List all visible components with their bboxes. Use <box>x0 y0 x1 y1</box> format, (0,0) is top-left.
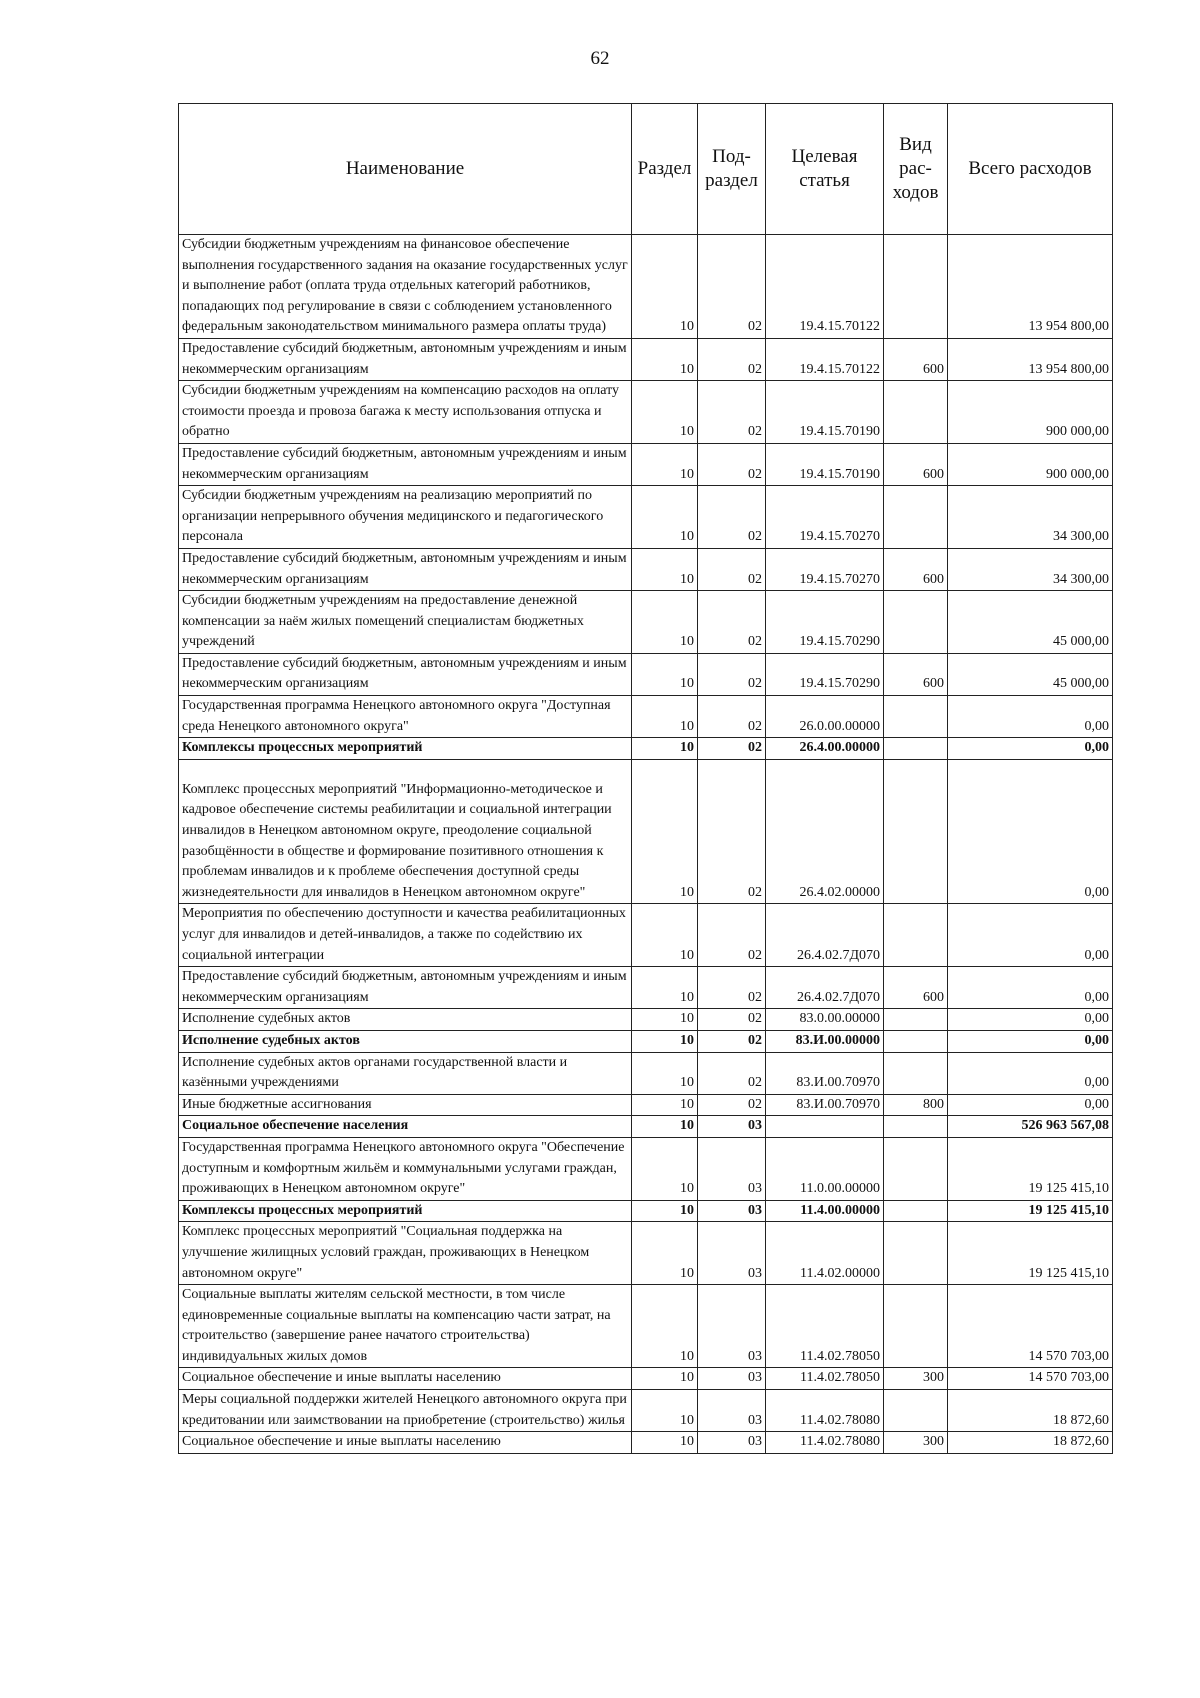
cell-section: 10 <box>632 443 698 485</box>
cell-subsection: 03 <box>698 1222 766 1285</box>
cell-name: Комплекс процессных мероприятий "Информационно-методическое и кадровое обеспечение системы реабилитации и социальной интеграции инвалидов в Ненецком автономном округе, преодоление социальной разобщённости в обществе и формирование позитивного отношения к проблемам инвалидов и к проблеме обеспечения доступной среды жизнедеятельности для инвалидов в Ненецком автономном округе" <box>179 759 632 904</box>
cell-target: 26.4.02.7Д070 <box>766 904 884 967</box>
table-row <box>179 1137 1113 1200</box>
cell-section: 10 <box>632 1094 698 1116</box>
table-row <box>179 548 1113 590</box>
cell-subsection: 02 <box>698 738 766 760</box>
cell-expense-type <box>884 381 948 444</box>
cell-target: 19.4.15.70290 <box>766 653 884 695</box>
cell-expense-type: 600 <box>884 338 948 380</box>
cell-target: 11.4.00.00000 <box>766 1200 884 1222</box>
cell-name: Исполнение судебных актов <box>179 1009 632 1031</box>
table-row <box>179 653 1113 695</box>
cell-total: 45 000,00 <box>948 591 1113 654</box>
cell-total: 0,00 <box>948 738 1113 760</box>
cell-section: 10 <box>632 591 698 654</box>
cell-target: 19.4.15.70190 <box>766 443 884 485</box>
cell-target: 19.4.15.70122 <box>766 235 884 339</box>
cell-subsection: 02 <box>698 338 766 380</box>
cell-name: Социальное обеспечение населения <box>179 1116 632 1138</box>
table-row <box>179 1368 1113 1390</box>
cell-name: Социальное обеспечение и иные выплаты населению <box>179 1368 632 1390</box>
cell-target: 26.0.00.00000 <box>766 696 884 738</box>
cell-name: Государственная программа Ненецкого автономного округа "Доступная среда Ненецкого автономного округа" <box>179 696 632 738</box>
cell-target <box>766 1116 884 1138</box>
table-body <box>179 235 1113 1454</box>
cell-section: 10 <box>632 967 698 1009</box>
cell-name: Государственная программа Ненецкого автономного округа "Обеспечение доступным и комфортным жильём и коммунальными услугами граждан, проживающих в Ненецком автономном округе" <box>179 1137 632 1200</box>
cell-section: 10 <box>632 338 698 380</box>
cell-name: Субсидии бюджетным учреждениям на компенсацию расходов на оплату стоимости проезда и провоза багажа к месту использования отпуска и обратно <box>179 381 632 444</box>
cell-subsection: 02 <box>698 904 766 967</box>
table-row <box>179 1052 1113 1094</box>
cell-section: 10 <box>632 1285 698 1368</box>
cell-expense-type <box>884 738 948 760</box>
cell-subsection: 03 <box>698 1137 766 1200</box>
cell-target: 11.4.02.78080 <box>766 1432 884 1454</box>
cell-subsection: 02 <box>698 486 766 549</box>
cell-expense-type <box>884 1009 948 1031</box>
header-section: Раздел <box>632 104 698 235</box>
cell-total: 900 000,00 <box>948 443 1113 485</box>
cell-subsection: 02 <box>698 443 766 485</box>
cell-section: 10 <box>632 1432 698 1454</box>
cell-name: Социальное обеспечение и иные выплаты населению <box>179 1432 632 1454</box>
cell-expense-type <box>884 1052 948 1094</box>
cell-target: 26.4.02.7Д070 <box>766 967 884 1009</box>
cell-subsection: 02 <box>698 759 766 904</box>
cell-subsection: 02 <box>698 381 766 444</box>
table-row <box>179 1030 1113 1052</box>
table-row <box>179 1116 1113 1138</box>
table-row <box>179 738 1113 760</box>
table-row <box>179 381 1113 444</box>
cell-section: 10 <box>632 653 698 695</box>
cell-expense-type <box>884 486 948 549</box>
cell-total: 18 872,60 <box>948 1432 1113 1454</box>
cell-section: 10 <box>632 1222 698 1285</box>
table-row <box>179 1009 1113 1031</box>
cell-subsection: 02 <box>698 1094 766 1116</box>
cell-name: Субсидии бюджетным учреждениям на реализацию мероприятий по организации непрерывного обучения медицинского и педагогического персонала <box>179 486 632 549</box>
cell-section: 10 <box>632 1200 698 1222</box>
cell-total: 13 954 800,00 <box>948 338 1113 380</box>
cell-total: 0,00 <box>948 1009 1113 1031</box>
cell-target: 19.4.15.70270 <box>766 548 884 590</box>
table-row <box>179 1390 1113 1432</box>
cell-total: 0,00 <box>948 696 1113 738</box>
cell-target: 19.4.15.70190 <box>766 381 884 444</box>
cell-section: 10 <box>632 381 698 444</box>
cell-name: Социальные выплаты жителям сельской местности, в том числе единовременные социальные выплаты на компенсацию части затрат, на строительство (завершение ранее начатого строительства) индивидуальных жилых домов <box>179 1285 632 1368</box>
cell-section: 10 <box>632 548 698 590</box>
cell-expense-type: 600 <box>884 443 948 485</box>
cell-name: Предоставление субсидий бюджетным, автономным учреждениям и иным некоммерческим организациям <box>179 338 632 380</box>
cell-subsection: 02 <box>698 1052 766 1094</box>
cell-name: Мероприятия по обеспечению доступности и качества реабилитационных услуг для инвалидов и детей-инвалидов, а также по содействию их социальной интеграции <box>179 904 632 967</box>
cell-subsection: 02 <box>698 591 766 654</box>
cell-section: 10 <box>632 696 698 738</box>
cell-total: 13 954 800,00 <box>948 235 1113 339</box>
cell-target: 11.4.02.78050 <box>766 1368 884 1390</box>
cell-total: 0,00 <box>948 904 1113 967</box>
cell-section: 10 <box>632 1390 698 1432</box>
cell-name: Иные бюджетные ассигнования <box>179 1094 632 1116</box>
cell-total: 526 963 567,08 <box>948 1116 1113 1138</box>
cell-expense-type <box>884 1200 948 1222</box>
table-row <box>179 759 1113 904</box>
table-row <box>179 1285 1113 1368</box>
table-row <box>179 1200 1113 1222</box>
cell-subsection: 02 <box>698 1030 766 1052</box>
header-name: Наименование <box>179 104 632 235</box>
table-row <box>179 1222 1113 1285</box>
cell-subsection: 03 <box>698 1432 766 1454</box>
cell-subsection: 02 <box>698 1009 766 1031</box>
cell-expense-type: 800 <box>884 1094 948 1116</box>
table-row <box>179 967 1113 1009</box>
cell-name: Предоставление субсидий бюджетным, автономным учреждениям и иным некоммерческим организациям <box>179 967 632 1009</box>
cell-subsection: 02 <box>698 696 766 738</box>
cell-total: 14 570 703,00 <box>948 1285 1113 1368</box>
cell-section: 10 <box>632 1368 698 1390</box>
header-subsection: Под- раздел <box>698 104 766 235</box>
cell-total: 34 300,00 <box>948 548 1113 590</box>
cell-name: Субсидии бюджетным учреждениям на финансовое обеспечение выполнения государственного задания на оказание государственных услуг и выполнение работ (оплата труда отдельных категорий работников, попадающих под регулирование в связи с соблюдением установленного федеральным законодательством минимального размера оплаты труда) <box>179 235 632 339</box>
cell-expense-type <box>884 1285 948 1368</box>
cell-target: 11.0.00.00000 <box>766 1137 884 1200</box>
cell-expense-type <box>884 904 948 967</box>
cell-expense-type: 300 <box>884 1432 948 1454</box>
cell-name: Меры социальной поддержки жителей Ненецкого автономного округа при кредитовании или заимствовании на приобретение (строительство) жилья <box>179 1390 632 1432</box>
cell-total: 0,00 <box>948 1052 1113 1094</box>
table-row <box>179 1094 1113 1116</box>
cell-name: Предоставление субсидий бюджетным, автономным учреждениям и иным некоммерческим организациям <box>179 653 632 695</box>
cell-total: 19 125 415,10 <box>948 1137 1113 1200</box>
cell-total: 900 000,00 <box>948 381 1113 444</box>
cell-target: 11.4.02.78050 <box>766 1285 884 1368</box>
cell-section: 10 <box>632 235 698 339</box>
cell-expense-type <box>884 759 948 904</box>
cell-target: 26.4.00.00000 <box>766 738 884 760</box>
cell-subsection: 03 <box>698 1116 766 1138</box>
cell-target: 19.4.15.70270 <box>766 486 884 549</box>
cell-subsection: 03 <box>698 1390 766 1432</box>
cell-subsection: 02 <box>698 967 766 1009</box>
cell-section: 10 <box>632 1030 698 1052</box>
cell-subsection: 03 <box>698 1200 766 1222</box>
table-header-row <box>179 104 1113 235</box>
cell-target: 83.И.00.70970 <box>766 1052 884 1094</box>
cell-name: Комплексы процессных мероприятий <box>179 738 632 760</box>
cell-name: Исполнение судебных актов органами государственной власти и казёнными учреждениями <box>179 1052 632 1094</box>
cell-subsection: 02 <box>698 653 766 695</box>
cell-expense-type <box>884 1222 948 1285</box>
cell-target: 19.4.15.70122 <box>766 338 884 380</box>
cell-total: 0,00 <box>948 1094 1113 1116</box>
cell-target: 83.И.00.70970 <box>766 1094 884 1116</box>
budget-table <box>178 103 1113 1454</box>
cell-section: 10 <box>632 759 698 904</box>
cell-name: Комплексы процессных мероприятий <box>179 1200 632 1222</box>
cell-section: 10 <box>632 904 698 967</box>
cell-expense-type <box>884 696 948 738</box>
cell-total: 0,00 <box>948 759 1113 904</box>
cell-target: 11.4.02.00000 <box>766 1222 884 1285</box>
cell-expense-type <box>884 1116 948 1138</box>
cell-total: 18 872,60 <box>948 1390 1113 1432</box>
cell-subsection: 02 <box>698 548 766 590</box>
header-expense-type: Вид рас- ходов <box>884 104 948 235</box>
cell-expense-type <box>884 1137 948 1200</box>
table-row <box>179 443 1113 485</box>
cell-section: 10 <box>632 738 698 760</box>
cell-expense-type <box>884 235 948 339</box>
cell-name: Комплекс процессных мероприятий "Социальная поддержка на улучшение жилищных условий граждан, проживающих в Ненецком автономном округе" <box>179 1222 632 1285</box>
cell-total: 0,00 <box>948 967 1113 1009</box>
cell-total: 34 300,00 <box>948 486 1113 549</box>
cell-section: 10 <box>632 1009 698 1031</box>
cell-section: 10 <box>632 486 698 549</box>
table-row <box>179 904 1113 967</box>
cell-subsection: 03 <box>698 1368 766 1390</box>
cell-name: Исполнение судебных актов <box>179 1030 632 1052</box>
cell-expense-type: 300 <box>884 1368 948 1390</box>
cell-expense-type <box>884 591 948 654</box>
cell-name: Предоставление субсидий бюджетным, автономным учреждениям и иным некоммерческим организациям <box>179 443 632 485</box>
cell-section: 10 <box>632 1052 698 1094</box>
table-row <box>179 338 1113 380</box>
cell-subsection: 03 <box>698 1285 766 1368</box>
cell-section: 10 <box>632 1137 698 1200</box>
table-row <box>179 1432 1113 1454</box>
header-target: Целевая статья <box>766 104 884 235</box>
table-row <box>179 696 1113 738</box>
cell-name: Предоставление субсидий бюджетным, автономным учреждениям и иным некоммерческим организациям <box>179 548 632 590</box>
cell-subsection: 02 <box>698 235 766 339</box>
cell-total: 19 125 415,10 <box>948 1222 1113 1285</box>
cell-expense-type: 600 <box>884 548 948 590</box>
cell-expense-type: 600 <box>884 967 948 1009</box>
cell-target: 26.4.02.00000 <box>766 759 884 904</box>
cell-expense-type <box>884 1390 948 1432</box>
cell-section: 10 <box>632 1116 698 1138</box>
cell-total: 19 125 415,10 <box>948 1200 1113 1222</box>
cell-target: 83.И.00.00000 <box>766 1030 884 1052</box>
cell-name: Субсидии бюджетным учреждениям на предоставление денежной компенсации за наём жилых помещений специалистам бюджетных учреждений <box>179 591 632 654</box>
cell-total: 14 570 703,00 <box>948 1368 1113 1390</box>
cell-total: 45 000,00 <box>948 653 1113 695</box>
page-number: 62 <box>590 48 610 69</box>
cell-target: 19.4.15.70290 <box>766 591 884 654</box>
cell-target: 83.0.00.00000 <box>766 1009 884 1031</box>
table-row <box>179 235 1113 339</box>
cell-target: 11.4.02.78080 <box>766 1390 884 1432</box>
table-row <box>179 486 1113 549</box>
cell-expense-type: 600 <box>884 653 948 695</box>
table-row <box>179 591 1113 654</box>
cell-total: 0,00 <box>948 1030 1113 1052</box>
cell-expense-type <box>884 1030 948 1052</box>
header-total: Всего расходов <box>948 104 1113 235</box>
